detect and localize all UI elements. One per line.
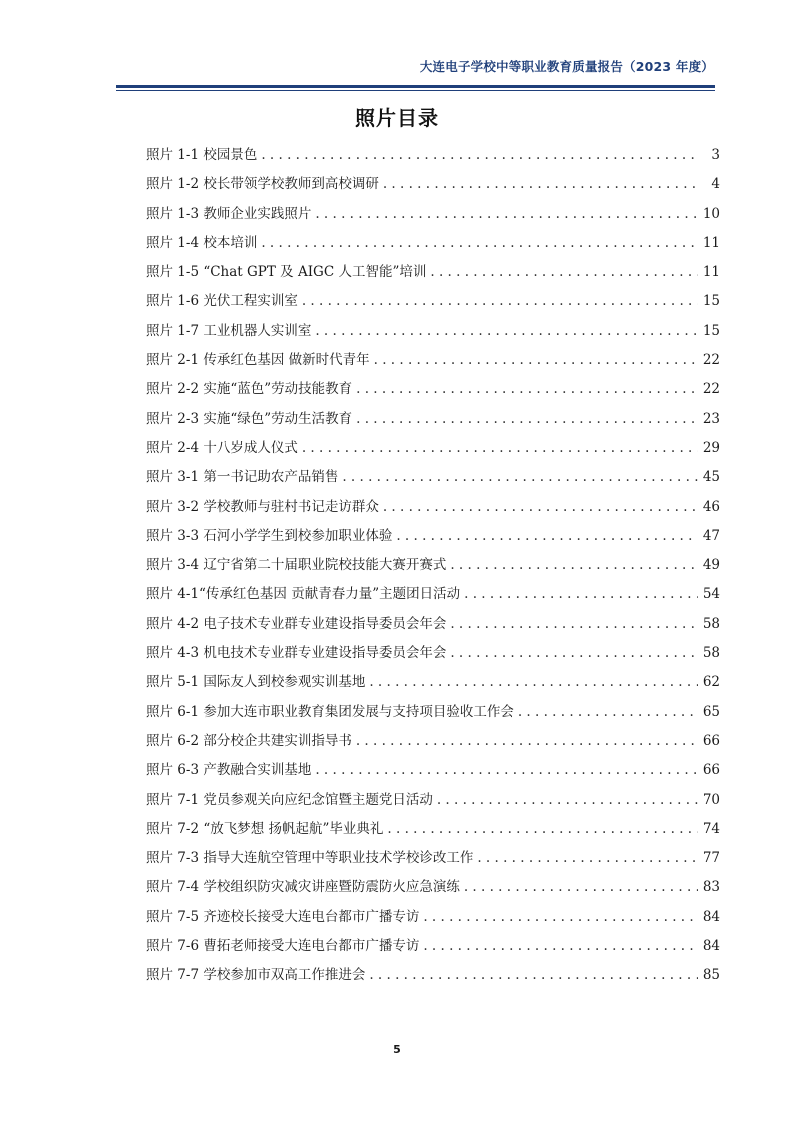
toc-entry-page-number: 70 — [702, 791, 720, 808]
header-rule-thin — [116, 90, 715, 91]
toc-entry[interactable] — [146, 639, 720, 668]
page-title: 照片目录 — [355, 106, 439, 130]
photo-toc-list — [146, 141, 720, 991]
toc-entry-page-number: 77 — [702, 850, 720, 867]
toc-entry[interactable] — [146, 346, 720, 375]
toc-dot-leader — [423, 932, 698, 961]
toc-entry-label: 照片 7-5 齐迹校长接受大连电台都市广播专访 — [146, 908, 420, 925]
toc-entry-page-number: 66 — [702, 732, 720, 749]
toc-entry-page-number: 22 — [702, 381, 720, 398]
toc-entry-label: 照片 5-1 国际友人到校参观实训基地 — [146, 674, 366, 691]
toc-entry[interactable] — [146, 756, 720, 785]
toc-entry-page-number: 11 — [702, 234, 720, 251]
toc-entry-page-number: 58 — [702, 645, 720, 662]
toc-dot-leader — [315, 200, 698, 229]
toc-entry[interactable] — [146, 815, 720, 844]
toc-entry-page-number: 10 — [702, 205, 720, 222]
toc-entry[interactable] — [146, 522, 720, 551]
toc-entry[interactable] — [146, 668, 720, 697]
toc-entry-label: 照片 1-2 校长带领学校教师到高校调研 — [146, 176, 379, 193]
toc-entry-page-number: 83 — [702, 879, 720, 896]
toc-dot-leader — [464, 873, 698, 902]
toc-entry-page-number: 23 — [702, 410, 720, 427]
toc-entry-page-number: 85 — [702, 967, 720, 984]
toc-entry[interactable] — [146, 727, 720, 756]
toc-dot-leader — [369, 961, 698, 990]
toc-entry-label: 照片 6-3 产教融合实训基地 — [146, 762, 312, 779]
toc-entry-page-number: 84 — [702, 908, 720, 925]
toc-entry-label: 照片 6-1 参加大连市职业教育集团发展与支持项目验收工作会 — [146, 703, 514, 720]
toc-dot-leader — [302, 434, 698, 463]
header-rule-thick — [116, 85, 715, 88]
toc-entry-page-number: 58 — [702, 615, 720, 632]
toc-entry-label: 照片 4-2 电子技术专业群专业建设指导委员会年会 — [146, 615, 447, 632]
toc-entry-label: 照片 1-6 光伏工程实训室 — [146, 293, 298, 310]
toc-entry-page-number: 84 — [702, 938, 720, 955]
toc-entry-page-number: 74 — [702, 820, 720, 837]
toc-entry[interactable] — [146, 786, 720, 815]
toc-dot-leader — [518, 698, 698, 727]
page-number: 5 — [393, 1043, 401, 1056]
toc-entry-page-number: 65 — [702, 703, 720, 720]
toc-dot-leader — [464, 580, 698, 609]
toc-dot-leader — [383, 493, 698, 522]
toc-dot-leader — [450, 551, 698, 580]
toc-entry-label: 照片 2-3 实施“绿色”劳动生活教育 — [146, 410, 353, 427]
toc-entry-page-number: 46 — [702, 498, 720, 515]
toc-entry-page-number: 22 — [702, 352, 720, 369]
toc-dot-leader — [356, 405, 698, 434]
toc-entry-label: 照片 3-4 辽宁省第二十届职业院校技能大赛开赛式 — [146, 557, 447, 574]
toc-entry-page-number: 3 — [711, 147, 720, 163]
toc-entry[interactable] — [146, 961, 720, 990]
toc-entry[interactable] — [146, 170, 720, 199]
toc-entry[interactable] — [146, 844, 720, 873]
toc-entry-label: 照片 2-4 十八岁成人仪式 — [146, 439, 298, 456]
toc-dot-leader — [374, 346, 698, 375]
toc-entry[interactable] — [146, 434, 720, 463]
toc-entry-label: 照片 3-2 学校教师与驻村书记走访群众 — [146, 498, 379, 515]
toc-entry-page-number: 66 — [702, 762, 720, 779]
toc-entry[interactable] — [146, 493, 720, 522]
toc-dot-leader — [430, 258, 698, 287]
toc-entry[interactable] — [146, 698, 720, 727]
toc-entry-label: 照片 7-7 学校参加市双高工作推进会 — [146, 967, 366, 984]
toc-dot-leader — [387, 815, 698, 844]
toc-dot-leader — [396, 522, 698, 551]
toc-entry[interactable] — [146, 932, 720, 961]
toc-entry[interactable] — [146, 873, 720, 902]
toc-entry[interactable] — [146, 580, 720, 609]
toc-dot-leader — [450, 610, 698, 639]
toc-dot-leader — [356, 727, 698, 756]
toc-dot-leader — [302, 287, 698, 316]
toc-entry-label: 照片 4-1“传承红色基因 贡献青春力量”主题团日活动 — [146, 586, 461, 603]
toc-entry[interactable] — [146, 375, 720, 404]
toc-entry[interactable] — [146, 287, 720, 316]
toc-entry-page-number: 54 — [702, 586, 720, 603]
toc-dot-leader — [369, 668, 698, 697]
toc-entry-page-number: 11 — [702, 264, 720, 281]
toc-dot-leader — [356, 375, 698, 404]
toc-dot-leader — [477, 844, 698, 873]
toc-entry[interactable] — [146, 405, 720, 434]
toc-entry-label: 照片 4-3 机电技术专业群专业建设指导委员会年会 — [146, 645, 447, 662]
toc-entry-page-number: 15 — [702, 293, 720, 310]
toc-entry-label: 照片 3-3 石河小学学生到校参加职业体验 — [146, 527, 393, 544]
toc-entry-label: 照片 1-1 校园景色 — [146, 147, 258, 163]
toc-entry-page-number: 15 — [702, 322, 720, 339]
toc-dot-leader — [315, 756, 698, 785]
toc-dot-leader — [261, 229, 698, 258]
toc-entry-label: 照片 6-2 部分校企共建实训指导书 — [146, 732, 352, 749]
toc-dot-leader — [315, 317, 698, 346]
report-header-title: 大连电子学校中等职业教育质量报告（2023 年度） — [419, 59, 714, 74]
toc-entry-label: 照片 7-6 曹拓老师接受大连电台都市广播专访 — [146, 938, 420, 955]
toc-dot-leader — [342, 463, 698, 492]
toc-dot-leader — [423, 903, 698, 932]
toc-dot-leader — [383, 170, 698, 199]
toc-entry-label: 照片 2-1 传承红色基因 做新时代青年 — [146, 352, 370, 369]
toc-entry-label: 照片 7-2 “放飞梦想 扬帆起航”毕业典礼 — [146, 820, 384, 837]
toc-entry-label: 照片 2-2 实施“蓝色”劳动技能教育 — [146, 381, 353, 398]
toc-entry-page-number: 45 — [702, 469, 720, 486]
toc-entry-label: 照片 1-3 教师企业实践照片 — [146, 205, 312, 222]
toc-entry-page-number: 62 — [702, 674, 720, 691]
toc-entry-label: 照片 7-1 党员参观关向应纪念馆暨主题党日活动 — [146, 791, 433, 808]
toc-entry[interactable] — [146, 229, 720, 258]
toc-entry[interactable] — [146, 903, 720, 932]
toc-entry-label: 照片 1-5 “Chat GPT 及 AIGC 人工智能”培训 — [146, 264, 427, 281]
toc-entry-page-number: 47 — [702, 527, 720, 544]
toc-entry[interactable] — [146, 258, 720, 287]
toc-entry[interactable] — [146, 141, 720, 170]
toc-entry-label: 照片 3-1 第一书记助农产品销售 — [146, 469, 339, 486]
toc-entry[interactable] — [146, 610, 720, 639]
toc-entry-label: 照片 7-4 学校组织防灾减灾讲座暨防震防火应急演练 — [146, 879, 460, 896]
toc-dot-leader — [437, 786, 698, 815]
toc-entry-page-number: 4 — [711, 176, 720, 193]
toc-entry[interactable] — [146, 200, 720, 229]
toc-entry[interactable] — [146, 551, 720, 580]
toc-entry-label: 照片 7-3 指导大连航空管理中等职业技术学校诊改工作 — [146, 850, 474, 867]
toc-entry-page-number: 29 — [702, 439, 720, 456]
toc-entry[interactable] — [146, 317, 720, 346]
toc-entry[interactable] — [146, 463, 720, 492]
toc-entry-page-number: 49 — [702, 557, 720, 574]
toc-entry-label: 照片 1-4 校本培训 — [146, 234, 258, 251]
toc-entry-label: 照片 1-7 工业机器人实训室 — [146, 322, 312, 339]
toc-dot-leader — [450, 639, 698, 668]
toc-dot-leader — [261, 141, 698, 170]
